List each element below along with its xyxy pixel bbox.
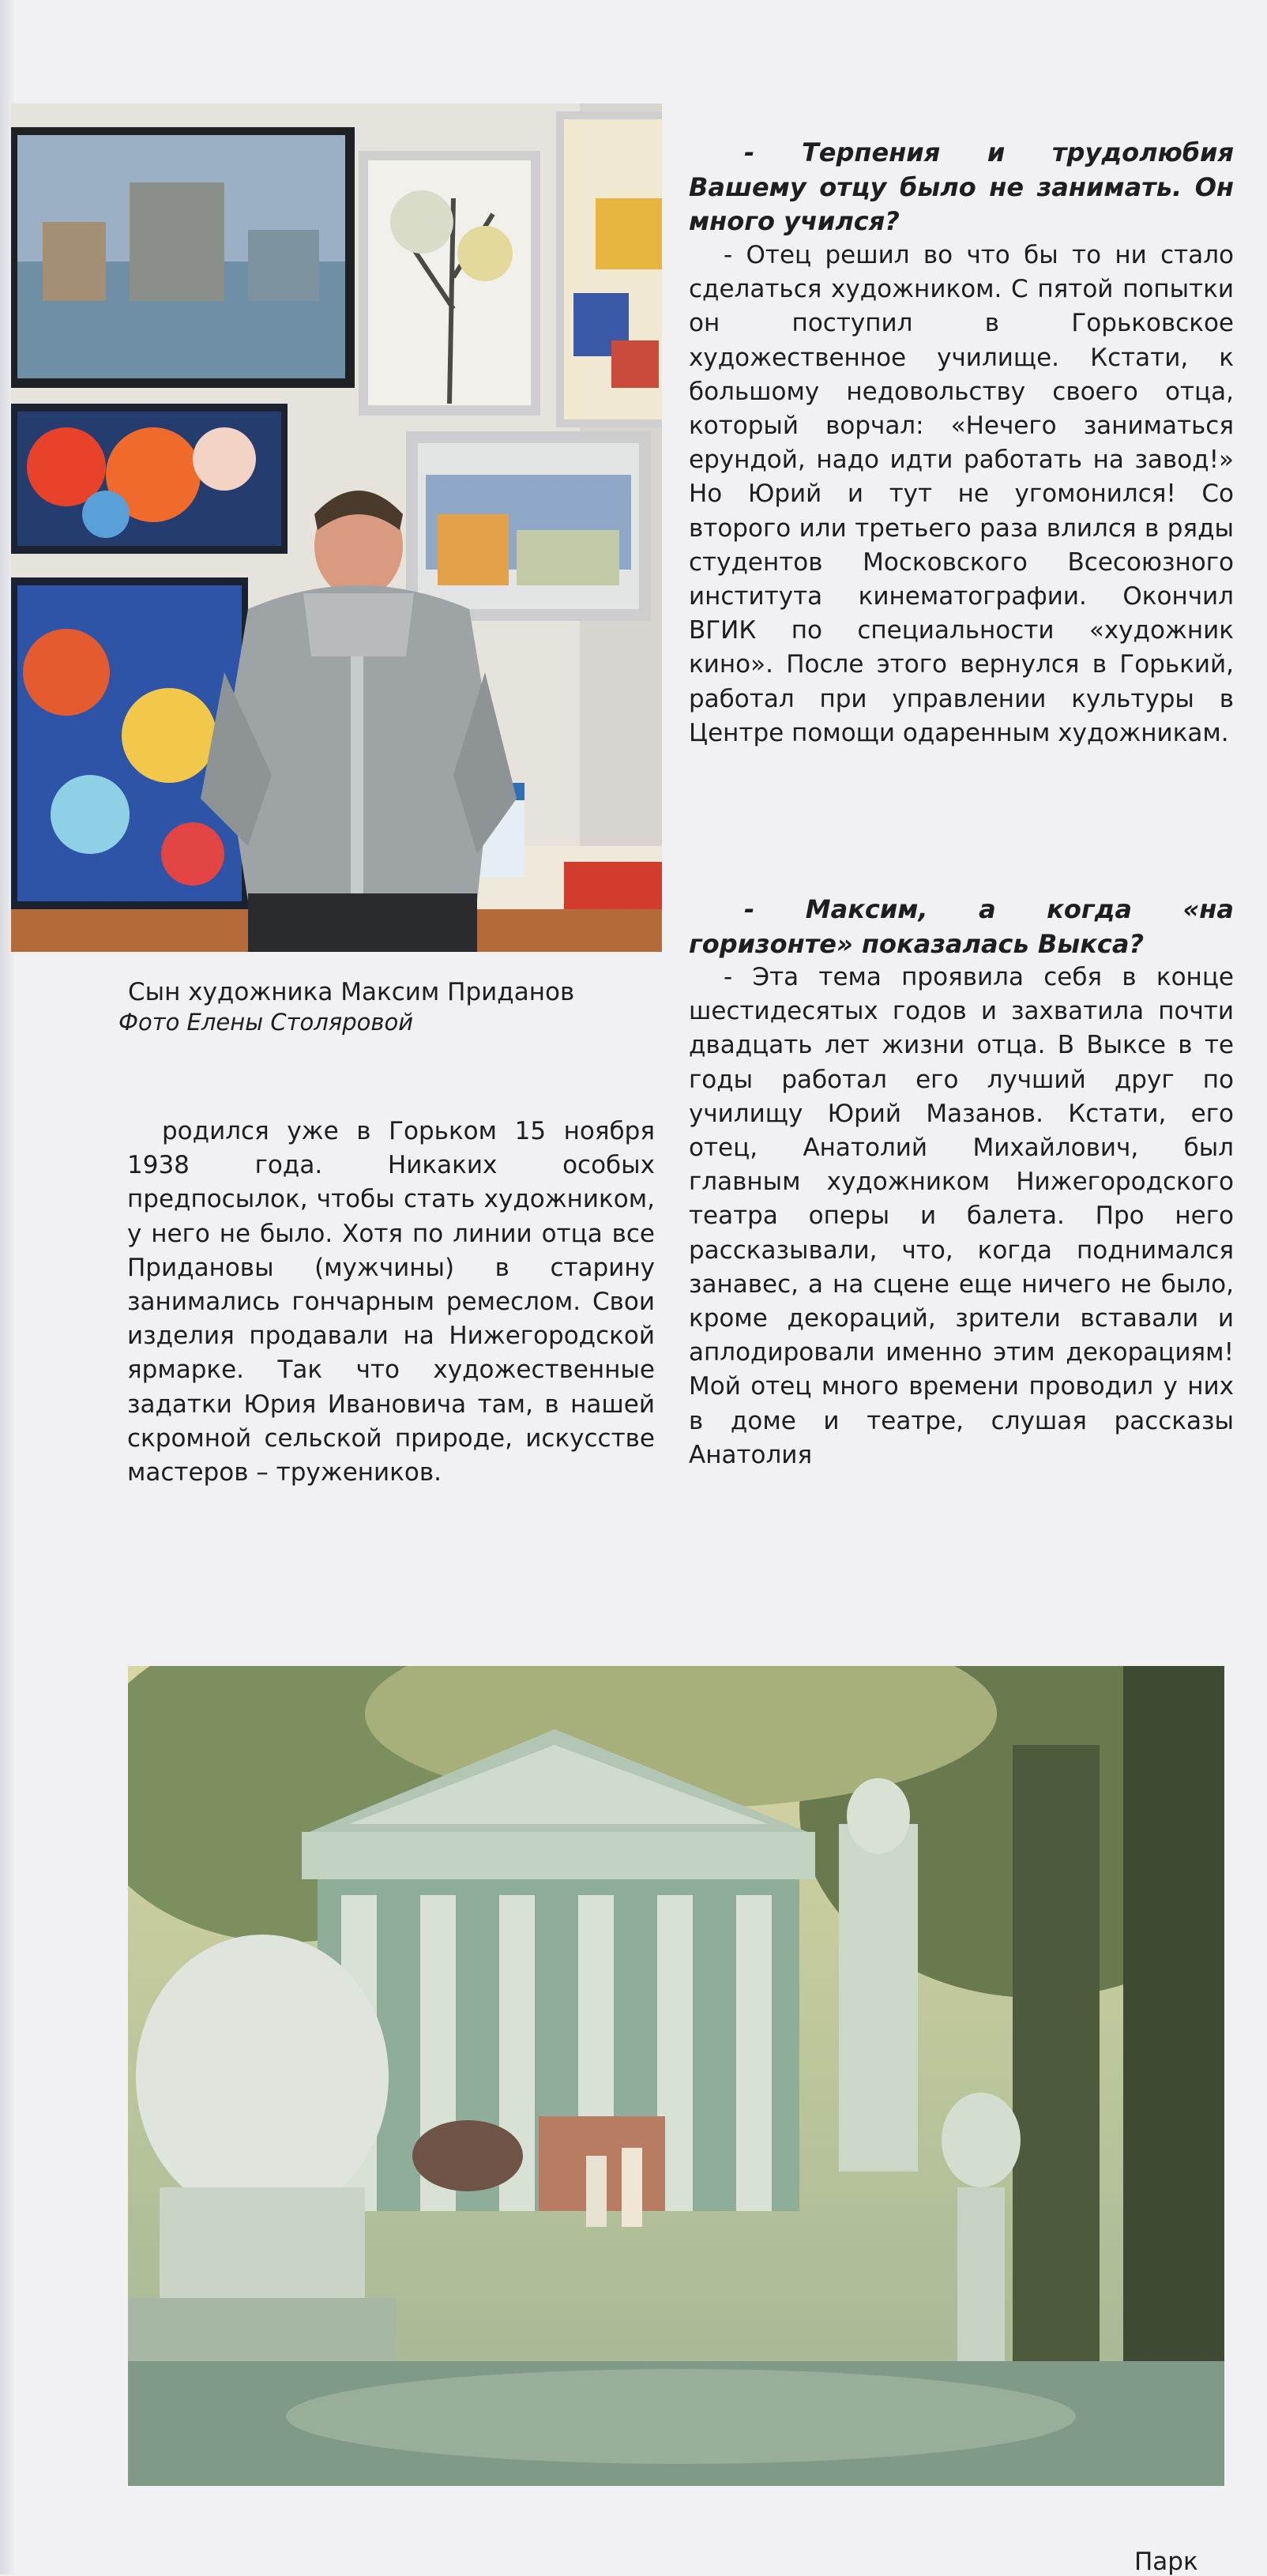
interview-answer-2: - Эта тема проявила себя в конце шестидесятых годов и захватила почти двадцать лет жизни отца. В Выксе в те годы работал его лучший друг по училищу Юрий Мазанов. Кстати, его отец, Анатолий Михайлович, был главным художником Нижегородского театра оперы и балета. Про него рассказывали, что, когда поднимался занавес, а на сцене еще ничего не было, кроме декораций, зрители вставали и аплодировали именно этим декорациям! Мой отец много времени проводил у них в доме и театре, слушая рассказы Анатолия bbox=[689, 963, 1234, 1469]
photo-credit: Фото Елены Столяровой bbox=[118, 1009, 414, 1036]
studio-photo bbox=[11, 103, 662, 952]
interview-answer-1: - Отец решил во что бы то ни стало сделаться художником. С пятой попытки он поступил в Горьковское художественное училище. Кстати, к большому недовольству своего отца, который ворчал: «Нечего заниматься ерундой, надо идти работать на завод!» Но Юрий и тут не угомонился! Со второго или третьего раза влился в ряды студентов Московского Всесоюзного института кинематографии. Окончил ВГИК по специальности «художник кино». После этого вернулся в Горький, работал при управлении культуры в Центре помощи одаренным художникам. bbox=[689, 241, 1234, 747]
interview-question-1: - Терпения и трудолюбия Вашему отцу было не занимать. Он много учился? bbox=[689, 137, 1234, 236]
painting-caption: Парк bbox=[1134, 2548, 1198, 2576]
interview-question-2: - Максим, а когда «на горизонте» показалась Выкса? bbox=[689, 894, 1234, 959]
left-column-text: родился уже в Горьком 15 ноября 1938 года. Никаких особых предпосылок, чтобы стать художником, у него не было. Хотя по линии отца все Придановы (мужчины) в старину занимались гончарным ремеслом. Свои изделия продавали на Нижегородской ярмарке. Так что художественные задатки Юрия Ивановича там, в нашей скромной сельской природе, искусстве мастеров – тружеников. bbox=[127, 1117, 655, 1487]
painting-park bbox=[128, 1666, 1224, 2486]
photo-caption: Сын художника Максим Приданов bbox=[128, 978, 575, 1006]
